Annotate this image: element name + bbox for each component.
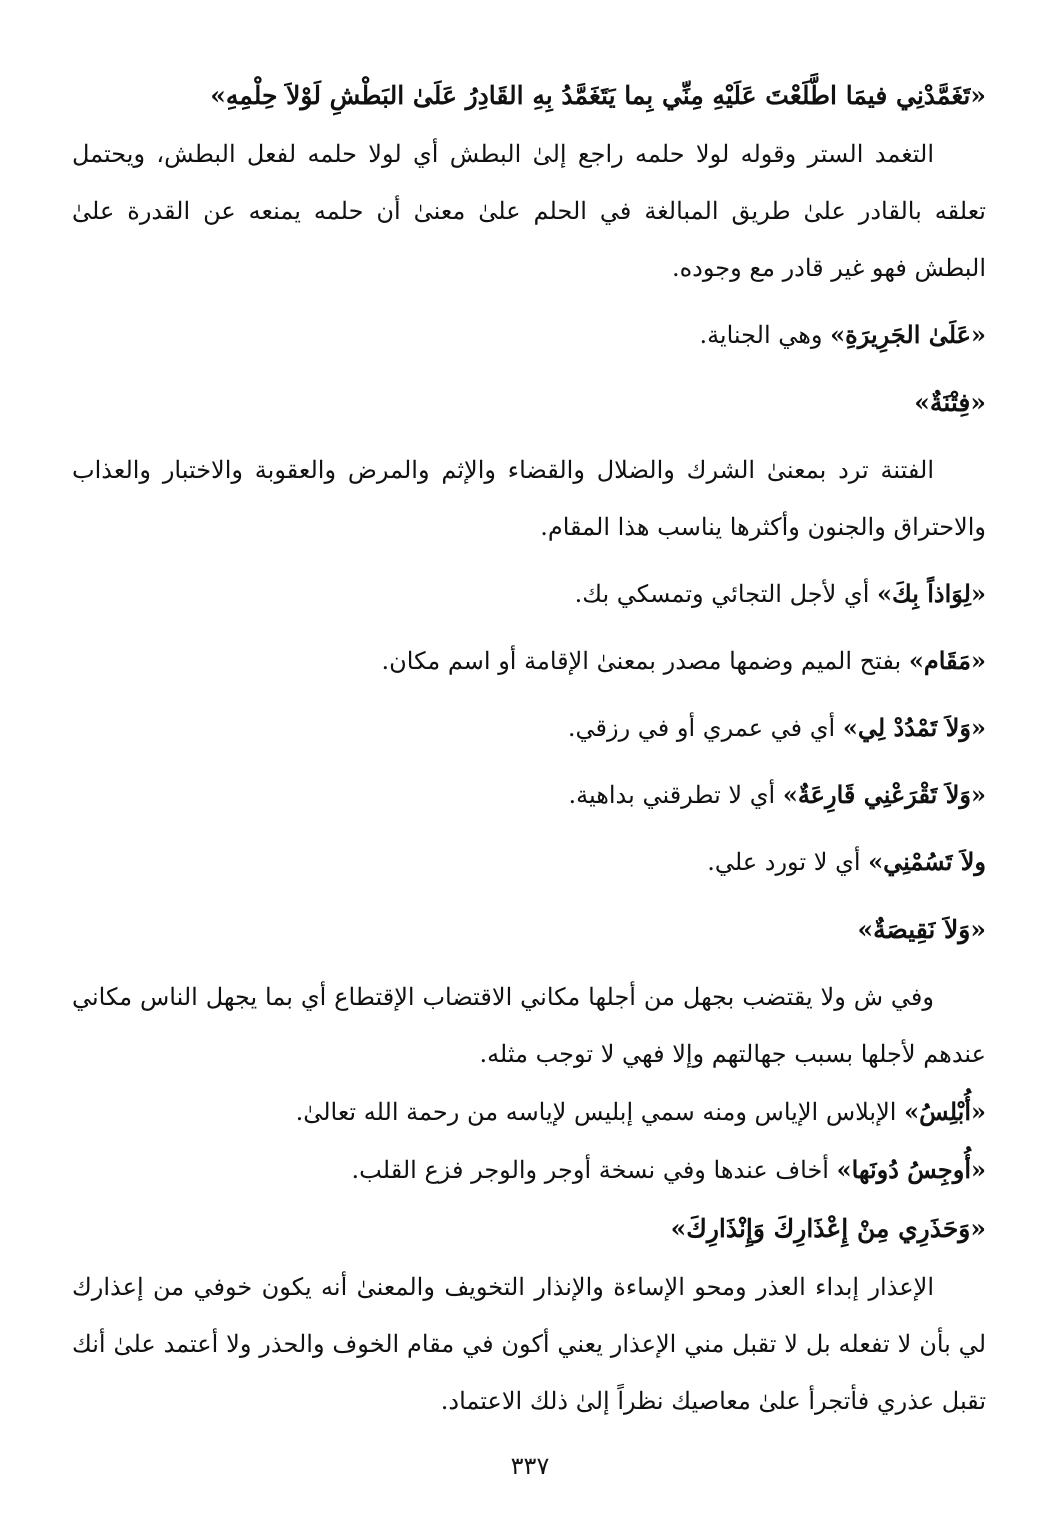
entry-liwadh — [72, 565, 986, 623]
paragraph-naqisa-explanation: وفي ش ولا يقتضب بجهل من أجلها مكاني الاقتضاب الإقتطاع أي بما يجهل الناس مكاني عندهم لأجلها بسبب جهالتهم وإلا فهي لا توجب مثله. — [72, 983, 986, 1068]
entry-tamdud-text: أي في عمري أو في رزقي. — [567, 714, 843, 742]
entry-tasumni — [72, 833, 986, 891]
page-number: ٣٣٧ — [510, 1452, 550, 1480]
entry-jariira — [72, 306, 986, 364]
entry-tasumni-term: ولاَ تَسُمْنِي» — [868, 847, 986, 876]
entry-ublis-term: «أُبْلِسُ» — [904, 1097, 986, 1126]
entry-qariaa — [72, 766, 986, 824]
entry-maqam-term: «مَقَام» — [908, 646, 986, 675]
page-body — [72, 66, 986, 1430]
entry-liwadh-term: «لِوَاذاً بِكَ» — [877, 579, 986, 608]
paragraph-fitna-explanation: الفتنة ترد بمعنىٰ الشرك والضلال والقضاء والإثم والمرض والعقوبة والاختبار والعذاب والاحتراق والجنون وأكثرها يناسب هذا المقام. — [72, 456, 986, 541]
entry-tamdud — [72, 699, 986, 757]
entry-ujisu-text: أخاف عندها وفي نسخة أوجر والوجر فزع القلب. — [351, 1156, 837, 1184]
entry-tasumni-text: أي لا تورد علي. — [707, 848, 869, 876]
heading-taghammadni: «تَغَمَّدْنِي فيمَا اطَّلَعْتَ عَلَيْهِ مِنِّي بِما يَتَغَمَّدُ بِهِ القَادِرُ عَلَىٰ البَطْشِ لَوْلاَ حِلْمِهِ» — [210, 81, 986, 110]
entry-tamdud-term: «وَلاَ تَمْدُدْ لِي» — [842, 713, 986, 742]
entry-jariira-term: «عَلَىٰ الجَرِيرَةِ» — [830, 320, 986, 349]
entry-jariira-text: وهي الجناية. — [699, 321, 831, 349]
paragraph-taghammud-explanation: التغمد الستر وقوله لولا حلمه راجع إلىٰ البطش أي لولا حلمه لفعل البطش، ويحتمل تعلقه بالقادر علىٰ طريق المبالغة في الحلم علىٰ معنىٰ أن حلمه يمنعه عن القدرة علىٰ البطش فهو غير قادر مع وجوده. — [72, 140, 986, 282]
paragraph-idhar-explanation: الإعذار إبداء العذر ومحو الإساءة والإنذار التخويف والمعنىٰ أنه يكون خوفي من إعذارك لي بأن لا تفعله بل لا تقبل مني الإعذار يعني أكون في مقام الخوف والحذر ولا أعتمد علىٰ أنك تقبل عذري فأتجرأ علىٰ معاصيك نظراً إلىٰ ذلك الاعتماد. — [72, 1273, 987, 1415]
heading-fitna: «فِتْنَةٌ» — [914, 388, 986, 417]
heading-naqisa: «وَلاَ نَقِيصَةٌ» — [857, 915, 986, 944]
entry-maqam-text: بفتح الميم وضمها مصدر بمعنىٰ الإقامة أو اسم مكان. — [381, 647, 909, 675]
entry-maqam — [72, 632, 986, 690]
entry-liwadh-text: أي لأجل التجائي وتمسكي بك. — [574, 580, 877, 608]
entry-ublis — [72, 1083, 986, 1141]
entry-qariaa-text: أي لا تطرقني بداهية. — [568, 781, 783, 809]
entry-ujisu-term: «أُوجِسُ دُونَها» — [836, 1155, 986, 1184]
entry-ublis-text: الإبلاس الإياس ومنه سمي إبليس لإياسه من رحمة الله تعالىٰ. — [295, 1098, 905, 1126]
entry-ujisu — [72, 1141, 986, 1199]
entry-qariaa-term: «وَلاَ تَقْرَعْنِي قَارِعَةٌ» — [782, 780, 986, 809]
heading-hadhari: «وَحَذَرِي مِنْ إِعْذَارِكَ وَإِنْذَارِكَ» — [670, 1214, 986, 1243]
